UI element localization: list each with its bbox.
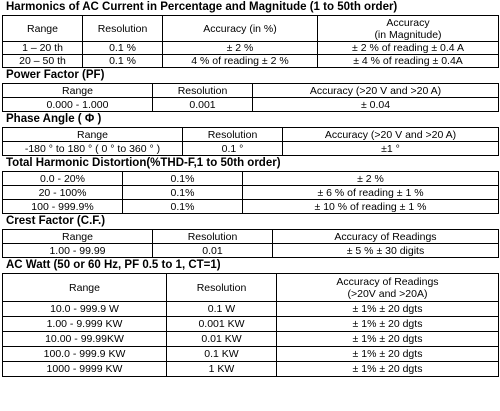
table-row bbox=[3, 332, 499, 347]
table-row bbox=[3, 98, 499, 112]
table-cell: 0.1 W bbox=[167, 302, 277, 317]
table-cell: ± 2 % of reading ± 0.4 A bbox=[318, 42, 499, 55]
power-factor-title: Power Factor (PF) bbox=[6, 69, 105, 81]
table-cell: 0.001 KW bbox=[167, 317, 277, 332]
table-cell: 1.00 - 99.99 bbox=[3, 244, 153, 258]
table-cell: ± 1% ± 20 dgts bbox=[277, 302, 499, 317]
ac-watt-table bbox=[2, 273, 499, 377]
table-cell: 0.000 - 1.000 bbox=[3, 98, 153, 112]
table-cell: 20 – 50 th bbox=[3, 55, 83, 68]
table-header-row bbox=[3, 128, 499, 142]
table-row bbox=[3, 347, 499, 362]
table-row bbox=[3, 42, 499, 55]
table-cell: ± 1% ± 20 dgts bbox=[277, 347, 499, 362]
crest-factor-table bbox=[2, 229, 499, 258]
header-cell: Range bbox=[3, 84, 153, 98]
header-cell: Resolution bbox=[167, 274, 277, 302]
table-row bbox=[3, 186, 499, 200]
table-cell: 1000 - 9999 KW bbox=[3, 362, 167, 377]
table-cell: 1 – 20 th bbox=[3, 42, 83, 55]
table-cell: ± 1% ± 20 dgts bbox=[277, 317, 499, 332]
header-cell: Accuracy of Readings (>20V and >20A) bbox=[277, 274, 499, 302]
table-cell: 0.01 bbox=[153, 244, 273, 258]
table-cell: 0.1 % bbox=[83, 55, 163, 68]
table-cell: ± 5 % ± 30 digits bbox=[273, 244, 499, 258]
crest-factor-title: Crest Factor (C.F.) bbox=[6, 215, 106, 227]
table-cell: ± 1% ± 20 dgts bbox=[277, 362, 499, 377]
header-cell: Resolution bbox=[83, 16, 163, 42]
table-cell: 0.01 KW bbox=[167, 332, 277, 347]
table-header-row bbox=[3, 230, 499, 244]
table-cell: 20 - 100% bbox=[3, 186, 123, 200]
table-cell: 10.0 - 999.9 W bbox=[3, 302, 167, 317]
thd-table bbox=[2, 171, 499, 214]
table-cell: ± 10 % of reading ± 1 % bbox=[243, 200, 499, 214]
table-row bbox=[3, 317, 499, 332]
table-cell: 0.1 % bbox=[83, 42, 163, 55]
table-cell: -180 ° to 180 ° ( 0 ° to 360 ° ) bbox=[3, 142, 183, 156]
table-cell: 10.00 - 99.99KW bbox=[3, 332, 167, 347]
header-cell: Accuracy of Readings bbox=[273, 230, 499, 244]
table-cell: 1.00 - 9.999 KW bbox=[3, 317, 167, 332]
table-row bbox=[3, 200, 499, 214]
ac-watt-title: AC Watt (50 or 60 Hz, PF 0.5 to 1, CT=1) bbox=[6, 259, 221, 271]
header-cell: Accuracy (>20 V and >20 A) bbox=[283, 128, 499, 142]
table-cell: 0.001 bbox=[153, 98, 253, 112]
table-cell: 100.0 - 999.9 KW bbox=[3, 347, 167, 362]
table-cell: 0.1% bbox=[123, 200, 243, 214]
table-cell: 0.0 - 20% bbox=[3, 172, 123, 186]
header-cell: Resolution bbox=[183, 128, 283, 142]
header-cell: Resolution bbox=[153, 230, 273, 244]
table-cell: ± 4 % of reading ± 0.4A bbox=[318, 55, 499, 68]
header-cell: Resolution bbox=[153, 84, 253, 98]
table-row bbox=[3, 142, 499, 156]
table-cell: ± 6 % of reading ± 1 % bbox=[243, 186, 499, 200]
header-cell: Accuracy (in Magnitude) bbox=[318, 16, 499, 42]
header-cell: Range bbox=[3, 274, 167, 302]
header-cell: Range bbox=[3, 128, 183, 142]
table-row bbox=[3, 244, 499, 258]
power-factor-table bbox=[2, 83, 499, 112]
harmonics-table bbox=[2, 15, 499, 68]
header-cell: Accuracy (>20 V and >20 A) bbox=[253, 84, 499, 98]
table-row bbox=[3, 362, 499, 377]
harmonics-title: Harmonics of AC Current in Percentage and Magnitude (1 to 50th order) bbox=[6, 1, 398, 13]
table-row bbox=[3, 302, 499, 317]
table-cell: 4 % of reading ± 2 % bbox=[163, 55, 318, 68]
table-cell: ± 0.04 bbox=[253, 98, 499, 112]
table-cell: 0.1% bbox=[123, 186, 243, 200]
table-cell: ±1 ° bbox=[283, 142, 499, 156]
table-row bbox=[3, 55, 499, 68]
table-row bbox=[3, 172, 499, 186]
header-cell: Range bbox=[3, 16, 83, 42]
table-cell: ± 1% ± 20 dgts bbox=[277, 332, 499, 347]
phase-angle-title: Phase Angle ( Φ ) bbox=[6, 113, 102, 125]
table-cell: 0.1 KW bbox=[167, 347, 277, 362]
table-cell: 1 KW bbox=[167, 362, 277, 377]
table-cell: 0.1% bbox=[123, 172, 243, 186]
phase-angle-table bbox=[2, 127, 499, 156]
table-header-row bbox=[3, 274, 499, 302]
table-cell: ± 2 % bbox=[243, 172, 499, 186]
table-cell: ± 2 % bbox=[163, 42, 318, 55]
thd-title: Total Harmonic Distortion(%THD-F,1 to 50th order) bbox=[6, 157, 281, 169]
table-cell: 0.1 ° bbox=[183, 142, 283, 156]
table-cell: 100 - 999.9% bbox=[3, 200, 123, 214]
header-cell: Accuracy (in %) bbox=[163, 16, 318, 42]
table-header-row bbox=[3, 16, 499, 42]
header-cell: Range bbox=[3, 230, 153, 244]
table-header-row bbox=[3, 84, 499, 98]
